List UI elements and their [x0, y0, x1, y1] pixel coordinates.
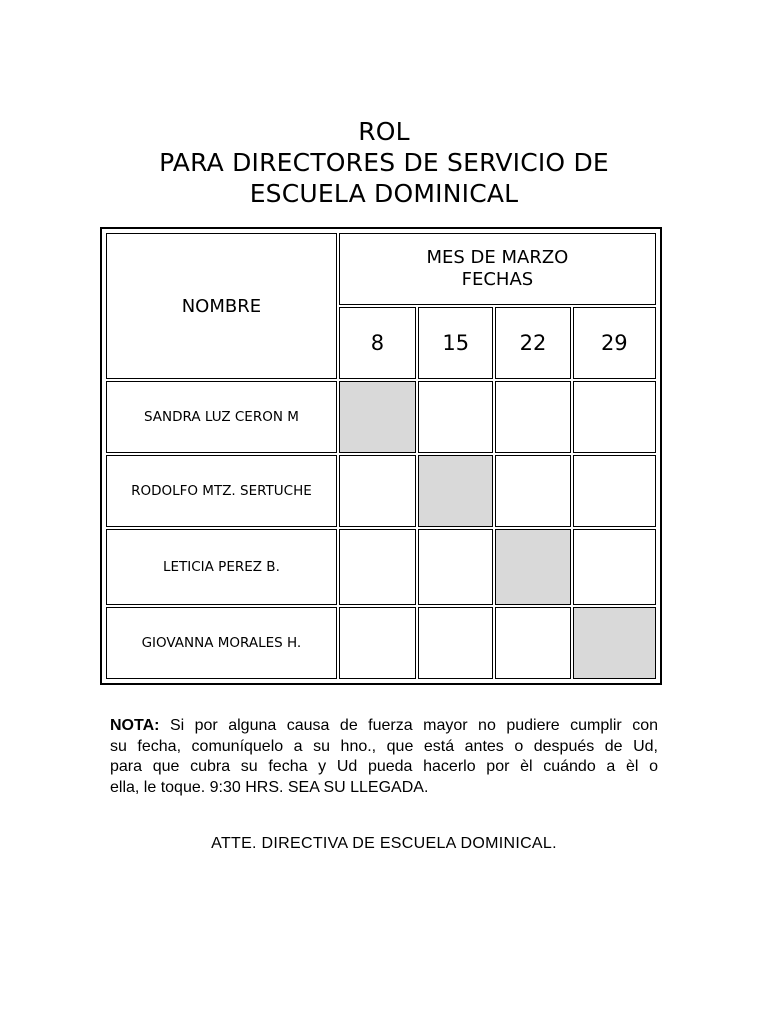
month-header: [339, 233, 656, 305]
note-line-2: su fecha, comuníquelo a su hno., que está antes o después de Ud,: [110, 737, 658, 755]
note-line-4: ella, le toque. 9:30 HRS. SEA SU LLEGADA.: [110, 778, 429, 796]
table-row: [106, 607, 656, 679]
table-row: [106, 381, 656, 453]
date-slot: [495, 381, 570, 453]
note-label: NOTA:: [110, 717, 160, 734]
date-slot: [418, 381, 493, 453]
date-header: 29: [573, 307, 656, 379]
table-row: [106, 529, 656, 605]
date-header: 22: [495, 307, 570, 379]
date-slot: [339, 529, 416, 605]
date-slot: [573, 529, 656, 605]
roster-table: [104, 231, 658, 681]
month-header-line-1: MES DE MARZO: [426, 247, 569, 268]
signature-line: ATTE. DIRECTIVA DE ESCUELA DOMINICAL.: [211, 835, 557, 852]
date-slot-assigned: [495, 529, 570, 605]
date-header: 15: [418, 307, 493, 379]
month-header-line-2: FECHAS: [461, 269, 534, 290]
date-slot: [573, 381, 656, 453]
date-slot: [495, 455, 570, 527]
table-row: [106, 455, 656, 527]
note-line-3: para que cubra su fecha y Ud pueda hacerlo por èl cuándo a èl o: [110, 758, 658, 775]
date-slot: [339, 455, 416, 527]
date-slot: [339, 607, 416, 679]
note-line-1: [110, 716, 658, 737]
person-name: LETICIA PEREZ B.: [106, 529, 337, 605]
title-line-1: ROL: [358, 117, 410, 146]
date-slot: [495, 607, 570, 679]
title-line-2: PARA DIRECTORES DE SERVICIO DE: [159, 148, 609, 177]
note-text: Si por alguna causa de fuerza mayor no pudiere cumplir con: [159, 717, 658, 734]
date-slot-assigned: [573, 607, 656, 679]
note-paragraph: [110, 716, 658, 798]
person-name: SANDRA LUZ CERON M: [106, 381, 337, 453]
date-header: 8: [339, 307, 416, 379]
date-slot: [573, 455, 656, 527]
title-line-3: ESCUELA DOMINICAL: [249, 179, 519, 208]
person-name: GIOVANNA MORALES H.: [106, 607, 337, 679]
date-slot-assigned: [339, 381, 416, 453]
document-title: [0, 116, 768, 209]
person-name: RODOLFO MTZ. SERTUCHE: [106, 455, 337, 527]
date-slot-assigned: [418, 455, 493, 527]
roster-table-frame: [100, 227, 662, 685]
date-slot: [418, 607, 493, 679]
nombre-header: NOMBRE: [106, 233, 337, 379]
date-slot: [418, 529, 493, 605]
